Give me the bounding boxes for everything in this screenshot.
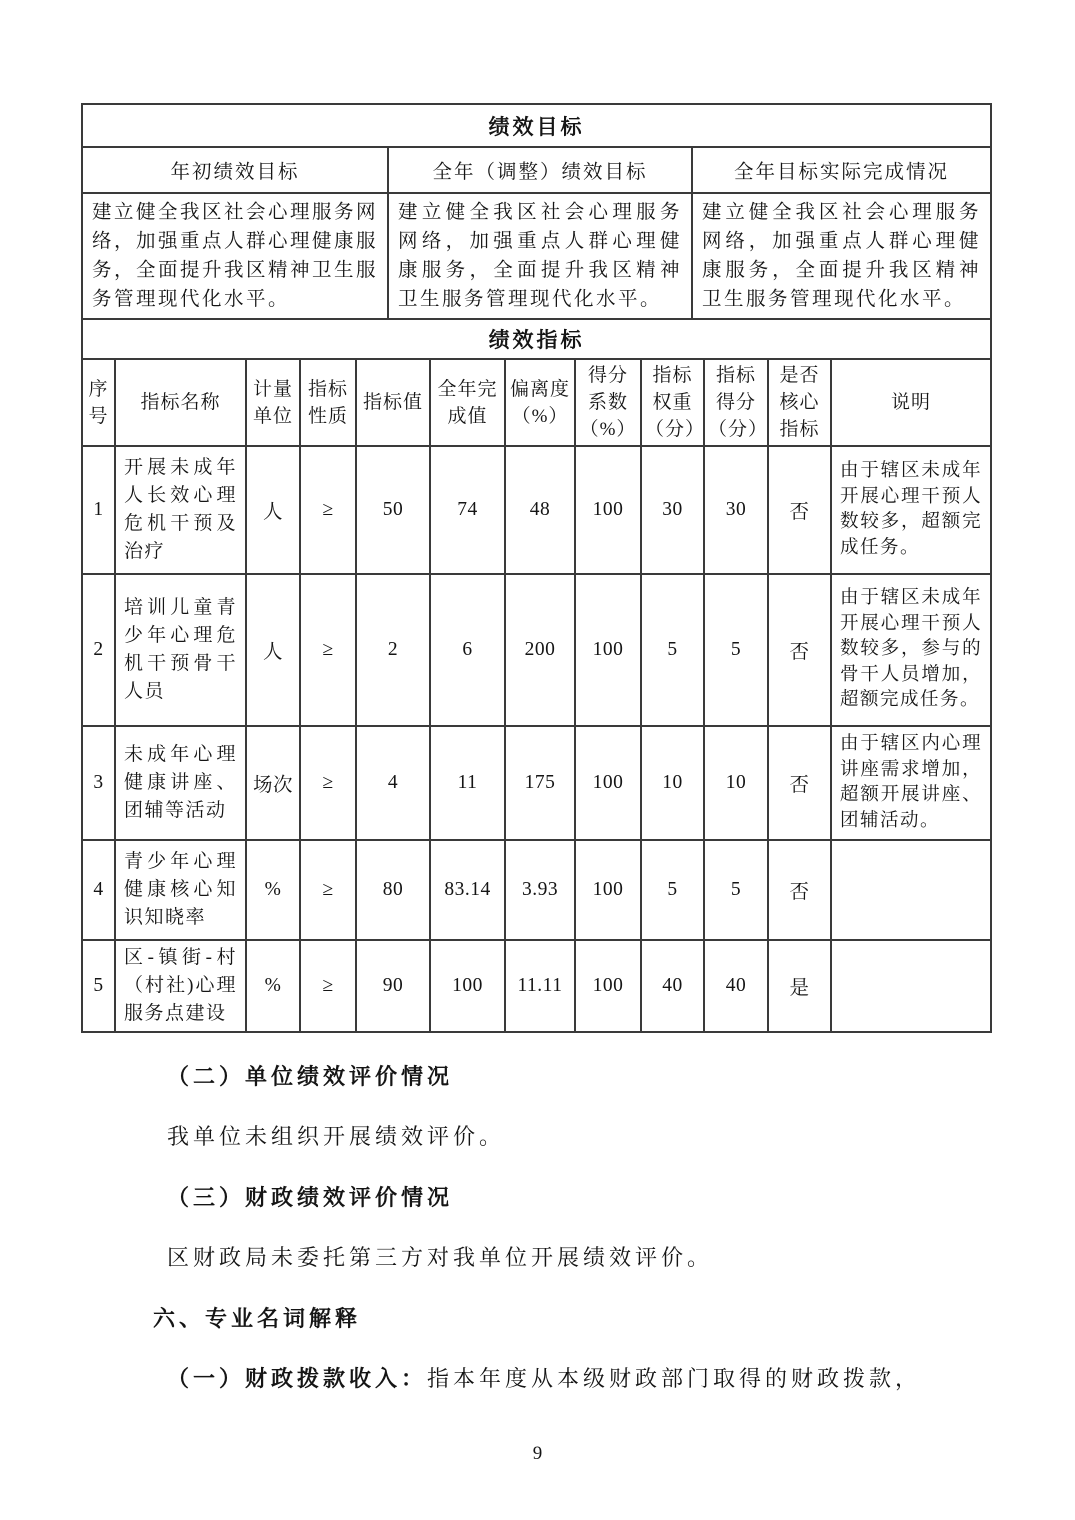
header-annual-completion: 全年完成值 [430,359,505,446]
cell-target-value: 90 [356,940,430,1032]
cell-deviation: 11.11 [505,940,575,1032]
cell-annual-completion: 100 [430,940,505,1032]
cell-target-value: 4 [356,726,430,840]
cell-score: 30 [704,446,768,574]
cell-score: 40 [704,940,768,1032]
cell-nature: ≥ [300,940,356,1032]
para-fiscal-evaluation: 区财政局未委托第三方对我单位开展绩效评价。 [167,1245,714,1270]
heading-unit-evaluation: （二）单位绩效评价情况 [167,1064,454,1089]
para-term-fiscal-appropriation [167,1362,970,1396]
cell-remark [831,840,991,940]
indicators-table-title: 绩效指标 [82,319,991,359]
cell-seq: 1 [82,446,115,574]
goals-table-title: 绩效目标 [82,104,991,147]
cell-indicator-name: 培训儿童青少年心理危机干预骨干人员 [115,574,246,726]
cell-weight: 30 [641,446,704,574]
cell-score-coefficient: 100 [575,840,641,940]
heading-terminology: 六、专业名词解释 [153,1306,362,1331]
cell-unit: % [246,940,300,1032]
cell-seq: 4 [82,840,115,940]
header-score: 指标得分（分） [704,359,768,446]
cell-core-indicator: 是 [768,940,831,1032]
indicator-row-3 [82,726,991,840]
performance-indicators-table [81,318,992,1033]
cell-target-value: 80 [356,840,430,940]
cell-score-coefficient: 100 [575,940,641,1032]
header-core-indicator: 是否核心指标 [768,359,831,446]
page-number: 9 [532,1443,543,1464]
cell-nature: ≥ [300,574,356,726]
indicator-row-1 [82,446,991,574]
cell-weight: 5 [641,840,704,940]
cell-weight: 5 [641,574,704,726]
performance-goals-table [81,103,992,320]
header-remark: 说明 [831,359,991,446]
cell-remark: 由于辖区未成年开展心理干预人数较多，超额完成任务。 [831,446,991,574]
cell-weight: 10 [641,726,704,840]
cell-score: 10 [704,726,768,840]
goal-cell-adjusted: 建立健全我区社会心理服务网络，加强重点人群心理健康服务，全面提升我区精神卫生服务管理现代化水平。 [388,193,692,319]
cell-core-indicator: 否 [768,840,831,940]
cell-unit: 场次 [246,726,300,840]
cell-unit: 人 [246,446,300,574]
header-weight: 指标权重（分） [641,359,704,446]
indicators-title-row [82,319,991,359]
cell-score: 5 [704,574,768,726]
indicator-row-2 [82,574,991,726]
cell-unit: % [246,840,300,940]
cell-score-coefficient: 100 [575,446,641,574]
cell-indicator-name: 青少年心理健康核心知识知晓率 [115,840,246,940]
header-unit: 计量单位 [246,359,300,446]
header-seq: 序号 [82,359,115,446]
cell-annual-completion: 11 [430,726,505,840]
header-target-value: 指标值 [356,359,430,446]
para-unit-evaluation: 我单位未组织开展绩效评价。 [167,1124,506,1149]
cell-nature: ≥ [300,726,356,840]
goals-title-row [82,104,991,147]
cell-annual-completion: 6 [430,574,505,726]
goals-header-row [82,147,991,193]
cell-core-indicator: 否 [768,446,831,574]
cell-seq: 5 [82,940,115,1032]
header-score-coefficient: 得分系数（%） [575,359,641,446]
cell-core-indicator: 否 [768,574,831,726]
cell-nature: ≥ [300,446,356,574]
header-nature: 指标性质 [300,359,356,446]
goal-cell-actual: 建立健全我区社会心理服务网络，加强重点人群心理健康服务，全面提升我区精神卫生服务管理现代化水平。 [692,193,991,319]
cell-indicator-name: 区-镇街-村（村社)心理服务点建设 [115,940,246,1032]
cell-nature: ≥ [300,840,356,940]
goals-col-adjusted: 全年（调整）绩效目标 [388,147,692,193]
goals-col-actual: 全年目标实际完成情况 [692,147,991,193]
indicator-row-4 [82,840,991,940]
cell-deviation: 48 [505,446,575,574]
cell-score-coefficient: 100 [575,726,641,840]
cell-weight: 40 [641,940,704,1032]
cell-deviation: 200 [505,574,575,726]
indicators-header-row [82,359,991,446]
term-lead-text: （一）财政拨款收入： [167,1366,428,1391]
text-sections [153,1061,970,1396]
header-indicator-name: 指标名称 [115,359,246,446]
cell-remark: 由于辖区内心理讲座需求增加，超额开展讲座、团辅活动。 [831,726,991,840]
cell-indicator-name: 开展未成年人长效心理危机干预及治疗 [115,446,246,574]
cell-target-value: 2 [356,574,430,726]
indicator-row-5 [82,940,991,1032]
term-body-text: 指本年度从本级财政部门取得的财政拨款， [427,1366,922,1391]
cell-indicator-name: 未成年心理健康讲座、团辅等活动 [115,726,246,840]
cell-remark: 由于辖区未成年开展心理干预人数较多，参与的骨干人员增加，超额完成任务。 [831,574,991,726]
cell-annual-completion: 74 [430,446,505,574]
cell-deviation: 3.93 [505,840,575,940]
cell-deviation: 175 [505,726,575,840]
cell-annual-completion: 83.14 [430,840,505,940]
cell-unit: 人 [246,574,300,726]
goals-col-initial: 年初绩效目标 [82,147,388,193]
cell-target-value: 50 [356,446,430,574]
heading-fiscal-evaluation: （三）财政绩效评价情况 [167,1185,454,1210]
goal-cell-initial: 建立健全我区社会心理服务网络，加强重点人群心理健康服务，全面提升我区精神卫生服务管理现代化水平。 [82,193,388,319]
document-body [81,0,990,1396]
cell-seq: 2 [82,574,115,726]
cell-seq: 3 [82,726,115,840]
cell-score-coefficient: 100 [575,574,641,726]
cell-score: 5 [704,840,768,940]
goals-content-row [82,193,991,319]
cell-core-indicator: 否 [768,726,831,840]
cell-remark [831,940,991,1032]
header-deviation: 偏离度（%） [505,359,575,446]
